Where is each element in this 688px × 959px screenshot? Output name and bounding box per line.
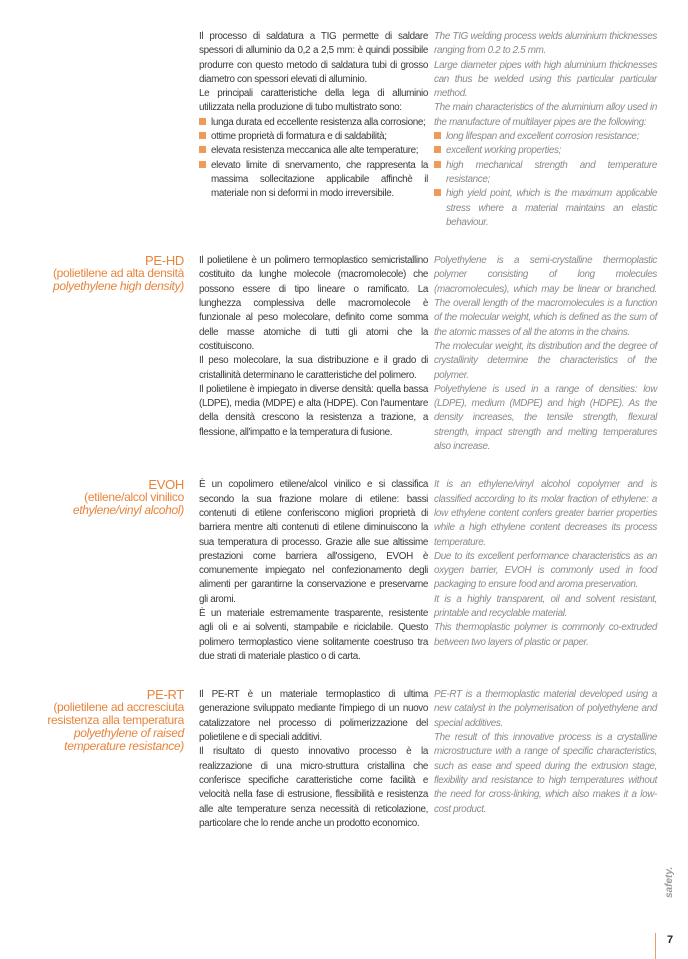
section-subtitle-english: polyethylene of raised temperature resistance)	[64, 726, 184, 754]
list-item	[199, 159, 428, 202]
bullet-text: high mechanical strength and temperature resistance;	[446, 159, 657, 185]
paragraph: The molecular weight, its distribution and the degree of crystallinity determine the characteristics of the polymer.	[434, 340, 657, 381]
section-subtitle-english: ethylene/vinyl alcohol)	[72, 503, 184, 518]
section-pe-hd	[0, 254, 688, 454]
paragraph: È un copolimero etilene/alcol vinilico e si classifica secondo la sua frazione molare di etilene: bassi contenuti di etilene conferiscono migliori proprietà di barriera mentre alti contenuti di etilene diminuiscono la sua temperatura di processo. Grazie alle sue altissime prestazioni come barriera all'ossigeno, EVOH è comunemente impiegato nel confezionamento degli alimenti per garantirne la conservazione e preservarne gli aromi.	[199, 479, 428, 605]
intro-heading-spacer	[0, 30, 184, 230]
bullet-text: ottime proprietà di formatura e di saldabilità;	[211, 131, 387, 143]
page-number: 7	[667, 934, 674, 946]
paragraph: È un materiale estremamente trasparente, resistente agli oli e ai solventi, stampabile e riciclabile. Questo polimero termoplastico viene solitamente coestruso tra due strati di materiale plastico o di carta.	[199, 607, 428, 662]
list-item	[434, 130, 657, 144]
italian-text	[199, 688, 428, 831]
bullet-square-icon	[434, 189, 441, 196]
section-title: EVOH	[148, 477, 184, 493]
paragraph: Large diameter pipes with high aluminium thicknesses can thus be welded using this particular particular method.	[434, 59, 657, 100]
italian-text	[199, 478, 428, 664]
list-item	[199, 144, 428, 158]
bullet-list	[434, 130, 657, 230]
paragraph: Il polietilene è un polimero termoplastico semicristallino costituito da lunghe molecole (macromolecole) che possono essere di tipo lineare o ramificato. La lunghezza complessiva delle macromolecole è funzionale al peso molecolare, definito come somma delle masse atomiche di tutti gli atomi che la costituiscono.	[199, 255, 428, 352]
paragraph: The result of this innovative process is a crystalline microstructure with a range of specific characteristics, such as ease and speed during the extrusion stage, flexibility and resistance to high temperatures without the need for cross-linking, which also makes it a low-cost product.	[434, 732, 657, 815]
english-text	[434, 688, 657, 831]
section-heading	[0, 688, 184, 831]
paragraph: It is an ethylene/vinyl alcohol copolymer and is classified according to its molar fraction of ethylene: a low ethylene content confers greater barrier properties while a high ethylene content decreases its process temperature.	[434, 479, 657, 548]
paragraph: Il processo di saldatura a TIG permette di saldare spessori di alluminio da 0,2 a 2,5 mm: è quindi possibile produrre con questo metodo di saldatura tubi di grosso diametro con spessori elevati di alluminio.	[199, 31, 428, 85]
bullet-square-icon	[199, 118, 206, 125]
intro-italian	[199, 30, 428, 230]
list-item	[199, 130, 428, 144]
section-evoh	[0, 478, 688, 664]
section-heading	[0, 254, 184, 454]
section-subtitle: (polietilene ad accresciuta resistenza alla temperatura	[47, 700, 184, 728]
section-title: PE-HD	[145, 253, 184, 269]
list-item	[434, 144, 657, 158]
bullet-text: elevato limite di snervamento, che rappresenta la massima sollecitazione applicabile affinchè il materiale non si deformi in modo irreversibile.	[211, 159, 428, 200]
bullet-square-icon	[199, 146, 206, 153]
paragraph: Il risultato di questo innovativo processo è la realizzazione di una micro-struttura cristallina che conferisce specifiche caratteristiche come facilità e velocità nella fase di estrusione, flessibilità e resistenza alle alte temperature senza necessità di reticolazione, particolare che lo rende anche un prodotto economico.	[199, 746, 428, 829]
section-subtitle: (polietilene ad alta densità	[52, 266, 184, 281]
paragraph: The main characteristics of the aluminium alloy used in the manufacture of multilayer pipes are the following:	[434, 102, 657, 128]
paragraph: Il peso molecolare, la sua distribuzione e il grado di cristallinità determinano le caratteristiche del polimero.	[199, 355, 428, 381]
paragraph: Le principali caratteristiche della lega di alluminio utilizzata nella produzione di tubo multistrato sono:	[199, 88, 428, 114]
paragraph: Il polietilene è impiegato in diverse densità: quella bassa (LDPE), media (MDPE) e alta (HDPE). Con l'aumentare della densità crescono la resistenza a trazione, a flessione, all'impatto e la temperatura di fusione.	[199, 383, 428, 438]
paragraph: Polyethylene is used in a range of densities: low (LDPE), medium (MDPE) and high (HDPE). As the density increases, the tensile strength, flexural strength, impact strength and melting temperatures also increase.	[434, 383, 657, 453]
bullet-square-icon	[199, 132, 206, 139]
bullet-text: excellent working properties;	[446, 145, 561, 157]
paragraph: It is a highly transparent, oil and solvent resistant, printable and recyclable material.	[434, 593, 657, 619]
intro-english	[434, 30, 657, 230]
paragraph: Due to its excellent performance characteristics as an oxygen barrier, EVOH is commonly used in food packaging to ensure food and aroma preservation.	[434, 550, 657, 591]
bullet-square-icon	[434, 146, 441, 153]
english-text	[434, 254, 657, 454]
page-divider	[655, 933, 656, 959]
section-title: PE-RT	[146, 687, 184, 703]
bullet-list	[199, 116, 428, 202]
paragraph: PE-RT is a thermoplastic material developed using a new catalyst in the polymerisation of polyethylene and special additives.	[434, 689, 657, 729]
paragraph: The TIG welding process welds aluminium thicknesses ranging from 0.2 to 2.5 mm.	[434, 31, 657, 57]
intro-section	[0, 30, 688, 230]
list-item	[434, 159, 657, 188]
section-subtitle-english: polyethylene high density)	[53, 279, 184, 294]
bullet-text: lunga durata ed eccellente resistenza alla corrosione;	[211, 116, 426, 128]
bullet-text: elevata resistenza meccanica alle alte temperature;	[211, 145, 419, 157]
italian-text	[199, 254, 428, 454]
section-subtitle: (etilene/alcol vinilico	[84, 490, 184, 505]
bullet-text: long lifespan and excellent corrosion resistance;	[446, 131, 640, 143]
section-heading	[0, 478, 184, 664]
paragraph: This thermoplastic polymer is commonly co-extruded between two layers of plastic or paper.	[434, 622, 657, 648]
paragraph: Polyethylene is a semi-crystalline thermoplastic polymer consisting of long molecules (macromolecules), which may be linear or branched. The overall length of the macromolecules is a function of the molecular weight, which is defined as the sum of the atomic masses of all the atoms in the chains.	[434, 255, 657, 338]
bullet-square-icon	[434, 132, 441, 139]
list-item	[199, 116, 428, 130]
bullet-square-icon	[199, 161, 206, 168]
bullet-text: high yield point, which is the maximum applicable stress where a material maintains an elastic behaviour.	[446, 188, 657, 228]
list-item	[434, 187, 657, 230]
english-text	[434, 478, 657, 664]
footer-tag: safety.	[664, 866, 675, 898]
section-pe-rt	[0, 688, 688, 831]
bullet-square-icon	[434, 161, 441, 168]
paragraph: Il PE-RT è un materiale termoplastico di ultima generazione sviluppato mediante l'impiego di un nuovo catalizzatore nel processo di polimerizzazione del polietilene e di speciali additivi.	[199, 689, 428, 744]
